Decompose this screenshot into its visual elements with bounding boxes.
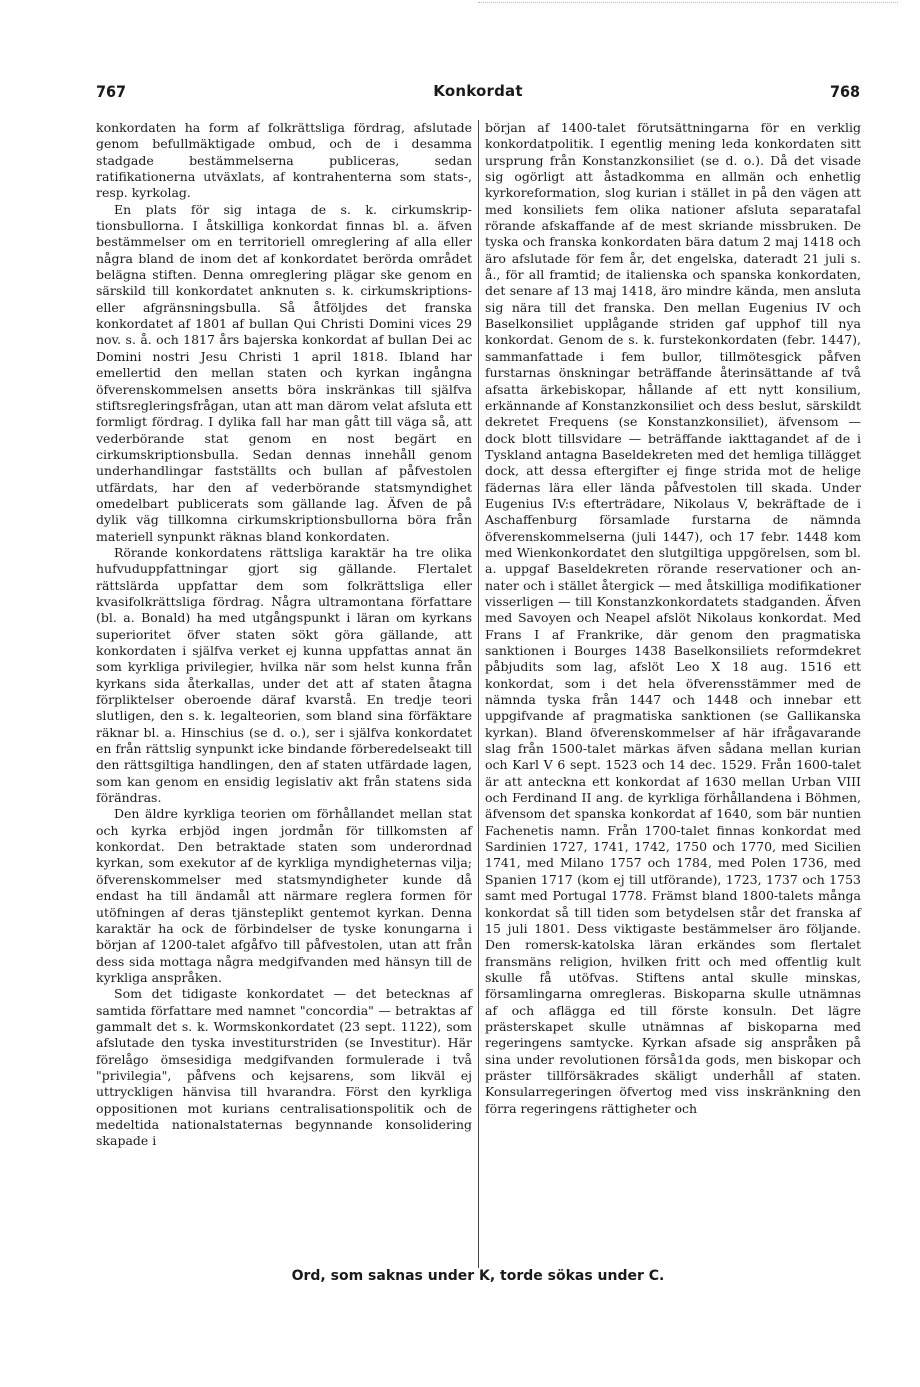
paragraph: början af 1400-talet förutsättningarna för en verklig konkordatpolitik. I egentlig mening leda konkordaten sitt ursprung från Konstanzkonsiliet (se d. o.). Då det visade sig ogörligt att åstadkomma en allmän och enhetlig kyrkoreformation, slog kurian i stället in på den vägen att med konsiliets fem olika nationer afsluta separatafal rörande afskaffande af de mest skriande missbruken. De tyska och franska konkordaten bära datum 2 maj 1418 och äro afslutade för fem år, det engelska, dateradt 21 juli s. å., för all framtid; de italienska och spanska konkordaten, det senare af 13 maj 1418, äro mindre kända, men ansluta sig nära till det franska. Den mellan Eugenius IV och Baselkonsiliet upplågande striden gaf upphof till nya konkordat. Genom de s. k. furstekonkordaten (febr. 1447), sammanfattade i fem bullor, tillmötesgick påfven furstarnas önskningar beträffande återinsättande af två afsatta ärkebiskopar, hållande af ett nytt konsilium, erkännande af Konstanzkonsiliet och dess beslut, särskildt dekretet Frequens (se Konstanzkonsiliet), äfvensom — dock blott tillsvidare — beträffande iakttagandet af de i Tyskland antagna Baseldekreten med det hemliga tillägget dock, att dessa eftergifter ej finge strida mot de helige fädernas lära eller lända påfvestolen till skada. Under Eugenius IV:s efterträdare, Nikolaus V, bekräftade de i Aschaffenburg församlade furstarna de nämnda öfverenskommelserna (juli 1447), och 17 febr. 1448 kom med Wienkonkordatet den slutgiltiga uppgörelsen, som bl. a. uppgaf Baseldekreten rörande reservationer och annater och i stället återgick — med åtskilliga modifikationer visserligen — till Konstanzkonkordatets stadganden. Äfven med Savoyen och Neapel afslöt Nikolaus konkordat. Med Frans I af Frankrike, där genom den pragmatiska sanktionen i Bourges 1438 Baselkonsiliets reformdekret påbjudits som lag, afslöt Leo X 18 aug. 1516 ett konkordat, som i det hela öfverensstämmer med de nämnda tyska från 1447 och 1448 och innebar ett uppgifvande af pragmatiska sanktionen (se Gallikanska kyrkan). Bland öfverenskommelser af här ifrågavarande slag från 1500-talet märkas äfven sådana mellan kurian och Karl V 6 sept. 1523 och 14 dec. 1529. Från 1600-talet är att anteckna ett konkordat af 1630 mellan Urban VIII och Ferdinand II ang. de kyrkliga förhållandena i Böhmen, äfvensom det spanska konkordat af 1640, som bär nuntien Fachenetis namn. Från 1700-talet finnas konkordat med Sardinien 1727, 1741, 1742, 1750 och 1770, med Sicilien 1741, med Milano 1757 och 1784, med Polen 1736, med Spanien 1717 (kom ej till utförande), 1723, 1737 och 1753 samt med Portugal 1778. Främst bland 1800-talets många konkordat så till tiden som betydelsen står det franska af 15 juli 1801. Dess viktigaste bestämmelser äro följande. Den romersk-katolska läran erkändes som flertalet fransmäns religion, hvilken fritt och med offentlig kult skulle få utöfvas. Stiftens antal skulle minskas, församlingarna omregleras. Biskoparna skulle utnämnas af och aflägga ed till förste konsuln. Det lägre prästerskapet skulle utnämnas af biskoparna med regeringens samtycke. Kyrkan afsade sig anspråken på sina under revolutionen förså1da gods, men biskopar och präster tillförsäkrades skäligt underhåll af staten. Konsularregeringen öfvertog med viss inskränkning den förra regeringens rättigheter och: [485, 120, 861, 1116]
left-column: [96, 120, 472, 1150]
right-column: [485, 120, 861, 1117]
top-dotted-rule: [478, 2, 898, 3]
paragraph: konkordaten ha form af folkrättsliga fördrag, afslutade genom befullmäktigade ombud, och de i desamma stadgade bestämmelserna publiceras, sedan ratifikationerna utväxlats, af kontrahenterna som stats-, resp. kyrkolag.: [96, 120, 472, 201]
paragraph: Som det tidigaste konkordatet — det betecknas af samtida författare med namnet "concordia" — betraktas af gammalt det s. k. Wormskonkordatet (23 sept. 1122), som afslutade den tyska investiturstriden (se Investitur). Här förelågo ömsesidiga medgifvanden formulerade i två "privilegia", påfvens och kejsarens, som likväl ej uttryckligen hänvisa till hvarandra. Först den kyrkliga oppositionen mot kurians centralisationspolitik och de medeltida nationalstaternas begynnande konsolidering skapade i: [96, 986, 472, 1149]
column-divider: [478, 120, 479, 1268]
paragraph: Rörande konkordatens rättsliga karaktär ha tre olika hufvuduppfattningar gjort sig gällande. Flertalet rättslärda uppfattar dem som folkrättsliga eller kvasifolkrättsliga fördrag. Några ultramontana författare (bl. a. Bonald) ha med utgångspunkt i läran om kyrkans superioritet öfver staten sökt göra gällande, att konkordaten i själfva verket ej kunna uppfattas annat än som kyrkliga privilegier, hvilka när som helst kunna från kyrkans sida återkallas, under det att af staten åtagna förpliktelser oberoende däraf kvarstå. En tredje teori slutligen, den s. k. legalteorien, som bland sina förfäktare räknar bl. a. Hinschius (se d. o.), ser i själfva konkordatet en från rättslig synpunkt icke bindande förberedelseakt till den rättsgiltiga handlingen, den af staten utfärdade lagen, som kan genom en ensidig legislativ akt från statens sida förändras.: [96, 544, 472, 806]
running-title: Konkordat: [433, 82, 523, 100]
paragraph: En plats för sig intaga de s. k. cirkumskriptionsbullorna. I åtskilliga konkordat finnas bl. a. äfven bestämmelser om en territoriell omreglering af alla eller några bland de inom det af konkordatet berörda området belägna stiften. Denna omreglering plägar ske genom en särskild till konkordatet anknuten s. k. cirkumskriptions- eller afgränsningsbulla. Så åtföljdes det franska konkordatet af 1801 af bullan Qui Christi Domini vices 29 nov. s. å. och 1817 års bajerska konkordat af bullan Dei ac Domini nostri Jesu Christi 1 april 1818. Ibland har emellertid den mellan staten och kyrkan ingångna öfverenskommelsen ansetts böra inskränkas till själfva stiftsregleringsfrågan, utan att man därom velat afsluta ett formligt fördrag. I dylika fall har man gått till väga så, att vederbörande stat genom en nost begärt en cirkumskriptionsbulla. Sedan dennas innehåll genom underhandlingar fastställts och bullan af påfvestolen utfärdats, har den af vederbörande statsmyndighet omedelbart publicerats som gällande lag. Äfven de på dylik väg tillkomna cirkumskriptionsbullorna böra från materiell synpunkt räknas bland konkordaten.: [96, 201, 472, 544]
page-header: [96, 82, 860, 106]
paragraph: Den äldre kyrkliga teorien om förhållandet mellan stat och kyrka erbjöd ingen jordmån för tillkomsten af konkordat. Den betraktade staten som underordnad kyrkan, som exekutor af de kyrkliga myndigheternas vilja; öfverenskommelser med statsmyndigheter kunde då endast ha till ändamål att närmare reglera formen för utöfningen af deras tjänsteplikt gentemot kyrkan. Denna karaktär ha ock de förbindelser de tyske konungarna i början af 1200-talet afgåfvo till påfvestolen, utan att från dess sida mottaga några medgifvanden med hänsyn till de kyrkliga anspråken.: [96, 806, 472, 985]
page-number-left: 767: [96, 82, 127, 101]
page-number-right: 768: [829, 82, 860, 101]
footer-note: Ord, som saknas under K, torde sökas under C.: [291, 1268, 665, 1284]
